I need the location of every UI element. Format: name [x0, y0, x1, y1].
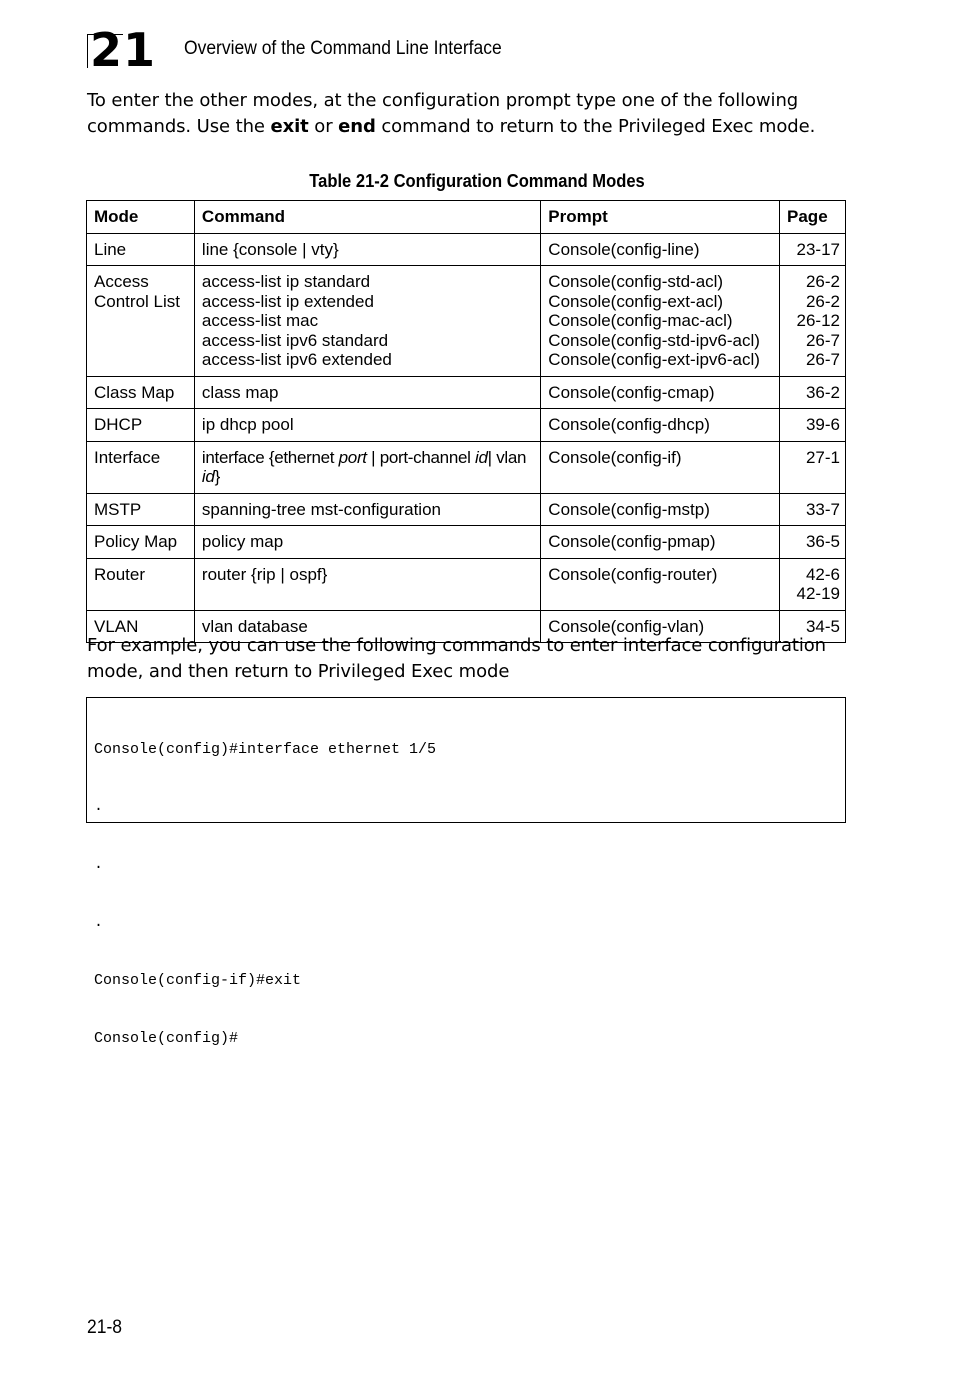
cell-prompt: Console(config-dhcp) — [541, 409, 780, 442]
cell-prompt: Console(config-cmap) — [541, 376, 780, 409]
cell-command: policy map — [194, 526, 540, 559]
mode-line: Access — [94, 272, 149, 291]
table-row — [87, 441, 846, 493]
cell-command: vlan database — [194, 610, 540, 643]
intro-text-1: To enter the other modes, at the configuration prompt type one of the following commands. Use the — [87, 90, 799, 137]
code-line: Console(config)#interface ethernet 1/5 — [94, 740, 437, 758]
id-placeholder: id — [201, 467, 215, 486]
table-row — [87, 493, 846, 526]
code-line: . — [94, 798, 104, 816]
prompt-line: Console(config-std-acl) — [548, 272, 724, 291]
table-caption: Table 21-2 Configuration Command Modes — [309, 171, 645, 191]
command-line: access-list ip standard — [201, 272, 371, 291]
cell-command — [194, 266, 540, 377]
page-line: 26-2 — [805, 272, 840, 291]
cell-prompt: Console(config-vlan) — [541, 610, 780, 643]
table-row — [87, 233, 846, 266]
chapter-rule-left — [87, 34, 88, 68]
header-prompt: Prompt — [541, 201, 780, 234]
cell-mode: MSTP — [87, 493, 195, 526]
code-line: . — [94, 856, 104, 874]
cell-page: 33-7 — [780, 493, 846, 526]
cell-mode: Class Map — [87, 376, 195, 409]
table-header-row — [87, 201, 846, 234]
cell-mode: Line — [87, 233, 195, 266]
cell-command: router {rip | ospf} — [194, 558, 540, 610]
cell-page — [780, 266, 846, 377]
intro-text-3: command to return to the Privileged Exec mode. — [375, 116, 816, 137]
cell-command: spanning-tree mst-configuration — [194, 493, 540, 526]
id-placeholder: id — [475, 447, 488, 467]
page-number: 21-8 — [87, 1317, 122, 1338]
mode-line: Control List — [94, 291, 180, 311]
page-line: 26-2 — [805, 291, 840, 311]
cell-page: 36-5 — [780, 526, 846, 559]
cell-page — [780, 558, 846, 610]
prompt-line: Console(config-std-ipv6-acl) — [548, 330, 760, 350]
cell-mode: Interface — [87, 441, 195, 493]
table-row — [87, 558, 846, 610]
cell-prompt: Console(config-router) — [541, 558, 780, 610]
cell-prompt: Console(config-if) — [541, 441, 780, 493]
cell-page: 36-2 — [780, 376, 846, 409]
cell-page: 34-5 — [780, 610, 846, 643]
page-line: 26-7 — [805, 350, 840, 369]
table-row — [87, 526, 846, 559]
code-line: . — [94, 914, 104, 932]
cell-mode: Policy Map — [87, 526, 195, 559]
cell-prompt: Console(config-line) — [541, 233, 780, 266]
chapter-number: 21 — [90, 23, 157, 77]
cell-mode: Router — [87, 558, 195, 610]
header-mode: Mode — [87, 201, 195, 234]
cell-page: 27-1 — [780, 441, 846, 493]
cell-mode: VLAN — [87, 610, 195, 643]
cell-prompt — [541, 266, 780, 377]
prompt-line: Console(config-ext-ipv6-acl) — [548, 350, 760, 369]
cell-command: ip dhcp pool — [194, 409, 540, 442]
page-line: 26-7 — [805, 330, 840, 350]
cell-mode: DHCP — [87, 409, 195, 442]
cell-page: 39-6 — [780, 409, 846, 442]
page-line: 42-6 — [805, 564, 840, 584]
prompt-line: Console(config-mac-acl) — [548, 311, 733, 330]
cell-prompt: Console(config-pmap) — [541, 526, 780, 559]
example-paragraph: For example, you can use the following commands to enter interface configuration mode, and then return to Privileged Exec mode — [87, 635, 826, 682]
intro-paragraph — [87, 88, 847, 140]
code-line: Console(config-if)#exit — [94, 972, 302, 990]
cell-command — [194, 441, 540, 493]
table-row — [87, 376, 846, 409]
table-row — [87, 409, 846, 442]
command-line: access-list mac — [201, 311, 319, 330]
cell-prompt: Console(config-mstp) — [541, 493, 780, 526]
page-line: 26-12 — [796, 311, 840, 330]
code-line: Console(config)# — [94, 1030, 239, 1048]
running-header-title: Overview of the Command Line Interface — [184, 38, 502, 59]
code-example — [86, 697, 846, 1048]
configuration-modes-table — [86, 200, 846, 643]
command-line: access-list ipv6 extended — [201, 350, 392, 369]
intro-text-2: or — [308, 116, 339, 137]
table-row — [87, 266, 846, 377]
prompt-line: Console(config-ext-acl) — [548, 291, 724, 311]
code-lines — [94, 701, 436, 1087]
end-keyword: end — [338, 116, 376, 137]
cell-command: class map — [194, 376, 540, 409]
cell-command: line {console | vty} — [194, 233, 540, 266]
header-command: Command — [194, 201, 540, 234]
exit-keyword: exit — [270, 116, 309, 137]
cell-page: 23-17 — [780, 233, 846, 266]
page-line: 42-19 — [796, 584, 840, 603]
command-line: access-list ipv6 standard — [201, 330, 389, 350]
command-part: } — [214, 467, 220, 486]
port-placeholder: port — [338, 447, 367, 467]
command-line: access-list ip extended — [201, 291, 374, 311]
command-part: | vlan — [487, 447, 527, 467]
header-page: Page — [780, 201, 846, 234]
command-part: | port-channel — [366, 447, 476, 467]
command-part: interface {ethernet — [201, 447, 339, 467]
cell-mode — [87, 266, 195, 377]
